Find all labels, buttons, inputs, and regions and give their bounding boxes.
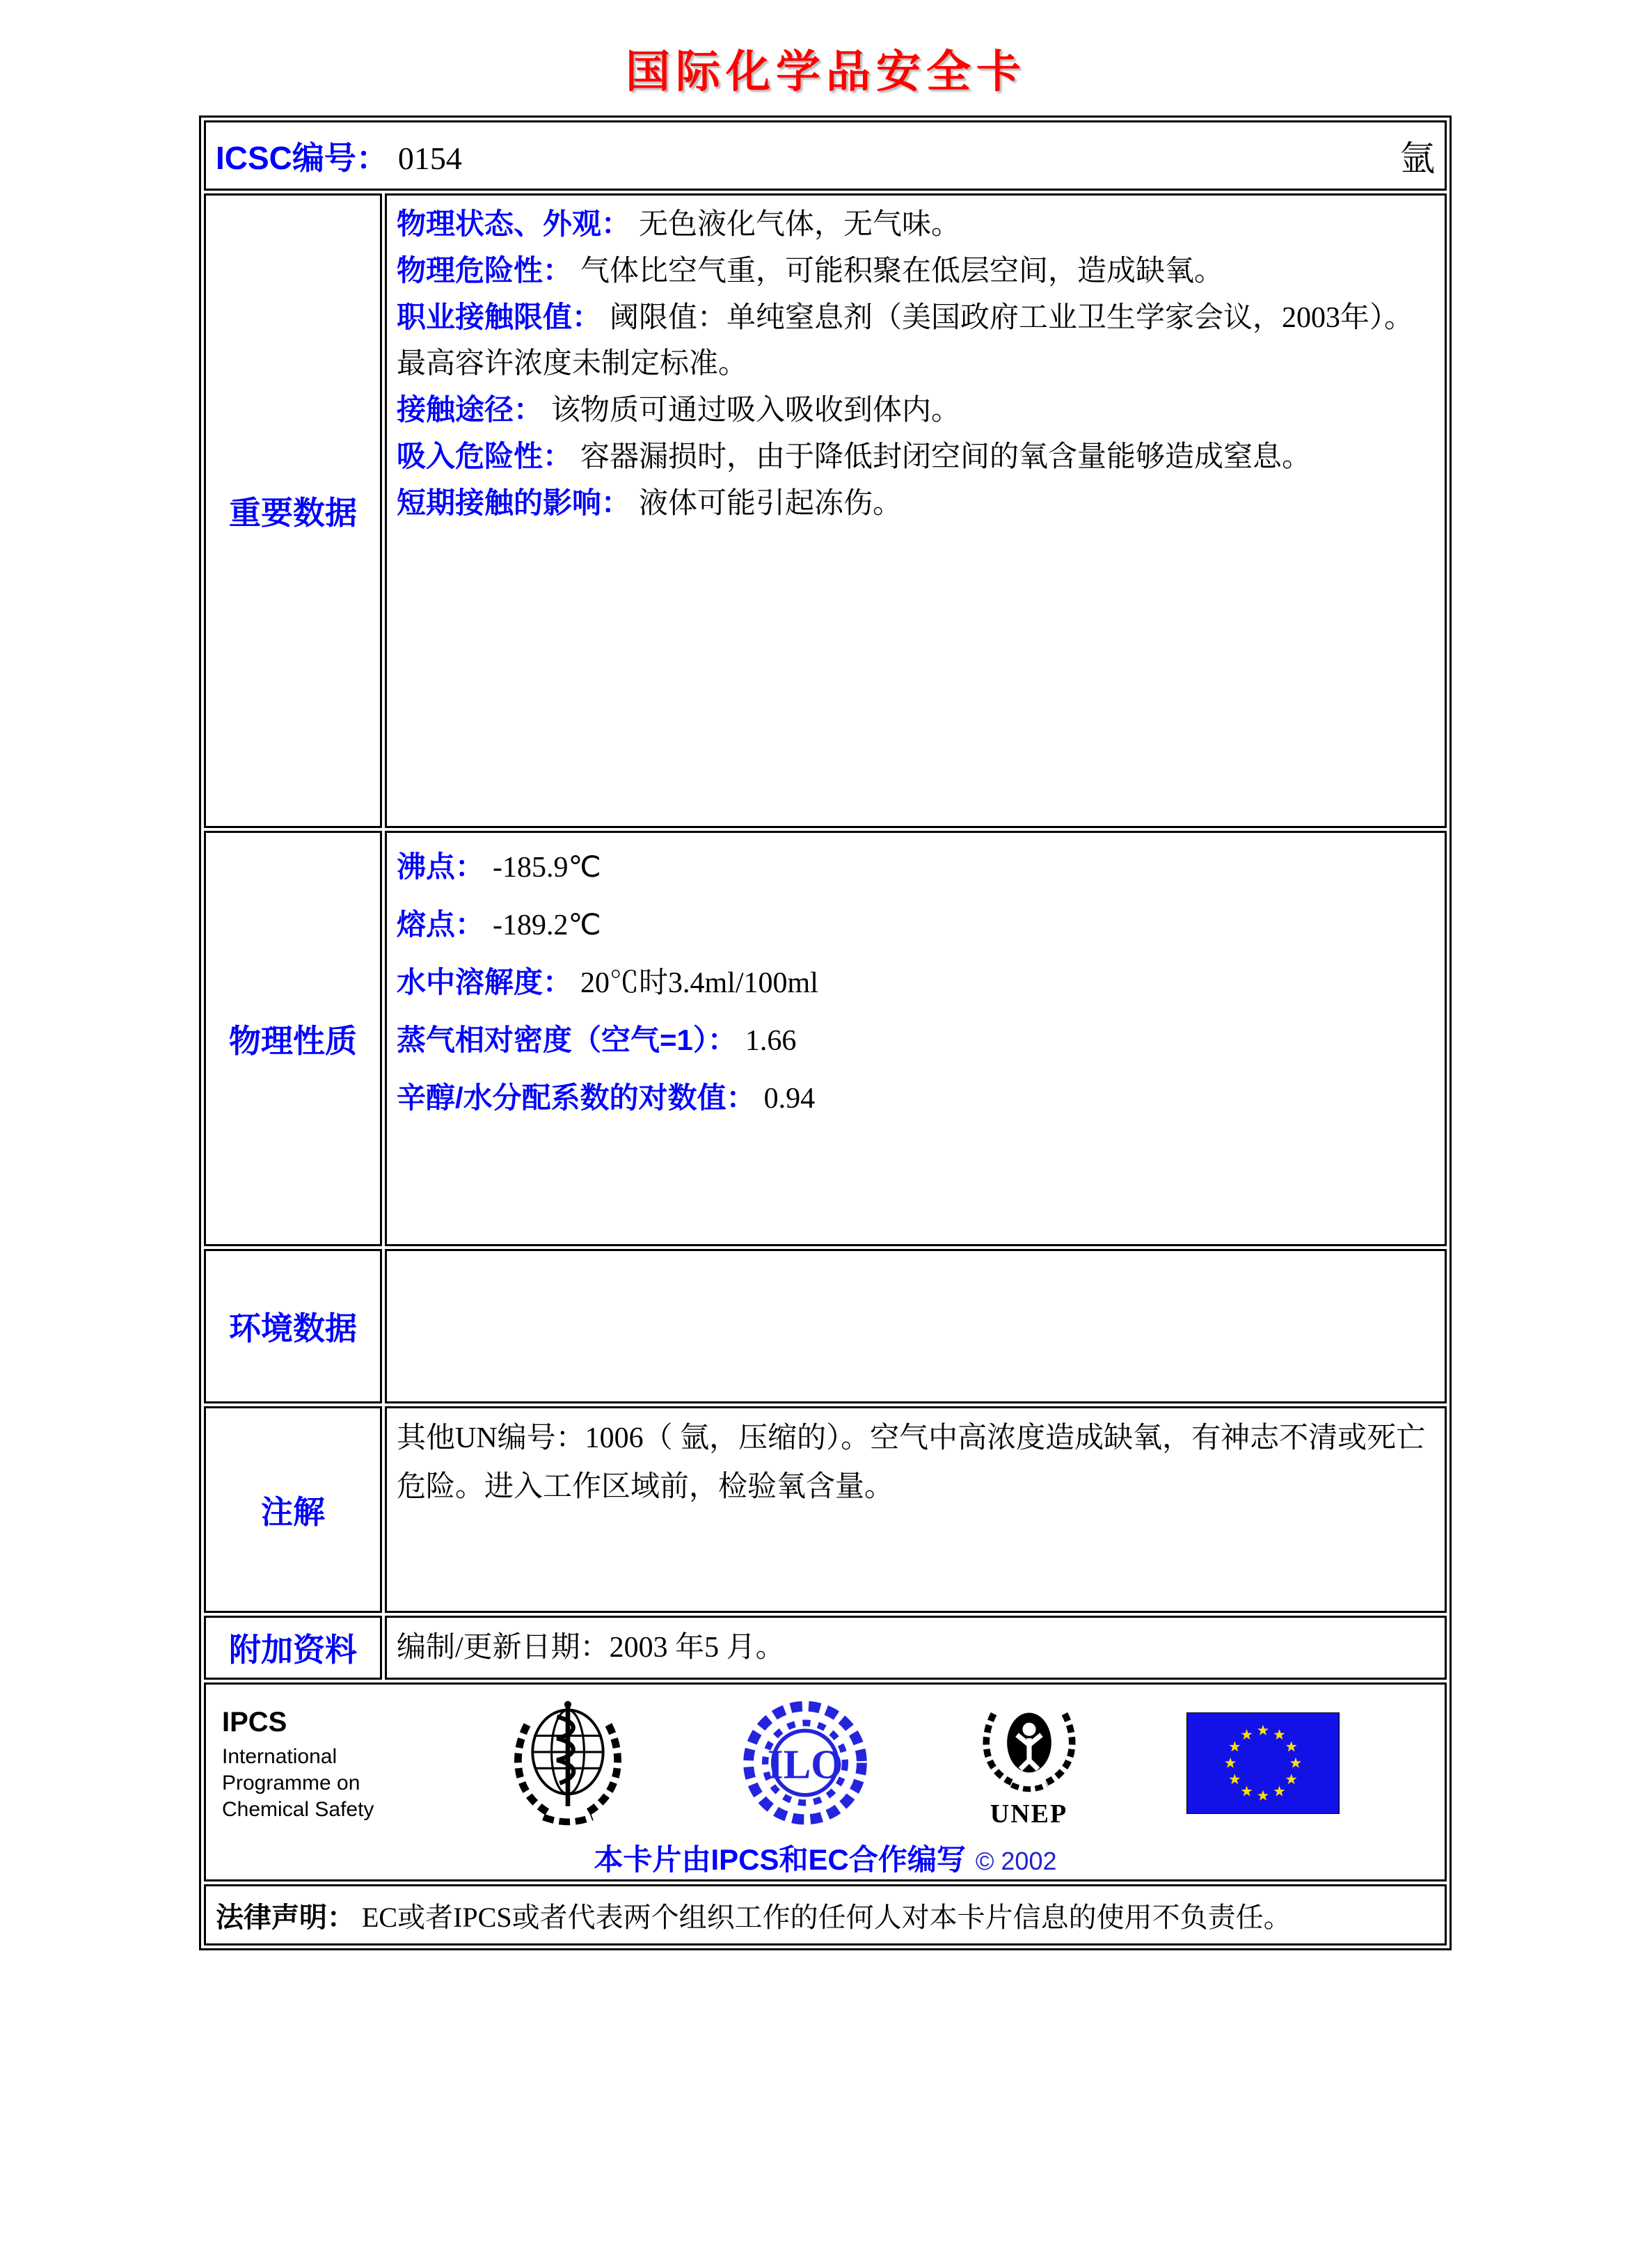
section-cell-notes xyxy=(204,1406,382,1613)
field-value: 容器漏损时，由于降低封闭空间的氧含量能够造成窒息。 xyxy=(580,441,1312,473)
section-label-notes: 注解 xyxy=(261,1493,325,1530)
field-label: 沸点： xyxy=(397,850,485,883)
cooperation-caption xyxy=(207,1837,1444,1879)
eu-flag-icon xyxy=(1186,1712,1340,1817)
section-label-additional-info: 附加资料 xyxy=(229,1632,357,1668)
section-content-environmental-data xyxy=(385,1249,1447,1403)
field-label: 短期接触的影响： xyxy=(397,486,631,519)
field-value: 20℃时3.4ml/100ml xyxy=(580,967,818,999)
field-value: 1.66 xyxy=(745,1025,797,1057)
safety-card-table xyxy=(199,116,1452,1950)
section-content-physical-properties xyxy=(385,831,1447,1246)
unep-logo-block xyxy=(974,1701,1085,1829)
section-line xyxy=(397,1623,1435,1672)
field-label: 物理危险性： xyxy=(397,254,573,287)
ilo-logo-text: ILO xyxy=(767,1741,843,1788)
section-content-additional-info xyxy=(385,1616,1447,1680)
field-value: 0.94 xyxy=(763,1083,816,1115)
field-value: 该物质可通过吸入吸收到体内。 xyxy=(551,395,961,427)
logos-row xyxy=(204,1682,1447,1881)
section-label-important-data: 重要数据 xyxy=(229,495,357,531)
section-line xyxy=(397,838,1435,896)
cooperation-caption-text: 本卡片由IPCS和EC合作编写 xyxy=(594,1843,966,1876)
legal-notice-label: 法律声明： xyxy=(216,1902,355,1933)
section-label-physical-properties: 物理性质 xyxy=(229,1022,357,1059)
field-label: 接触途径： xyxy=(397,393,543,426)
ipcs-acronym: IPCS xyxy=(222,1706,287,1737)
section-line xyxy=(397,433,1435,480)
ipcs-text-block xyxy=(222,1707,396,1823)
section-line xyxy=(397,954,1435,1012)
page-title: 国际化学品安全卡 xyxy=(626,47,1026,97)
field-value: 阈限值：单纯窒息剂（美国政府工业卫生学家会议，2003年）。最高容许浓度未制定标准。 xyxy=(397,302,1414,380)
copyright-text: © 2002 xyxy=(975,1847,1057,1875)
legal-notice-row xyxy=(204,1884,1447,1945)
field-value: 其他UN编号：1006（ 氩，压缩的）。空气中高浓度造成缺氧，有神志不清或死亡危险。进入工作区域前，检验氧含量。 xyxy=(397,1422,1426,1503)
section-line xyxy=(397,387,1435,433)
section-line xyxy=(397,248,1435,294)
field-value: -189.2℃ xyxy=(493,909,601,941)
ipcs-line-1: International xyxy=(222,1744,337,1768)
field-value: 无色液化气体，无气味。 xyxy=(639,209,961,241)
field-label: 水中溶解度： xyxy=(397,966,573,998)
section-line xyxy=(397,294,1435,387)
section-content-important-data xyxy=(385,193,1447,828)
section-line xyxy=(397,896,1435,954)
icsc-number-group xyxy=(216,133,462,179)
section-line xyxy=(397,1012,1435,1069)
ipcs-line-3: Chemical Safety xyxy=(222,1797,374,1821)
ipcs-line-2: Programme on xyxy=(222,1771,360,1795)
field-value: -185.9℃ xyxy=(493,852,601,884)
section-cell-environmental-data xyxy=(204,1249,382,1403)
section-cell-physical-properties xyxy=(204,831,382,1246)
section-line xyxy=(397,1414,1435,1511)
icsc-number-label: ICSC编号： xyxy=(216,139,388,176)
who-logo-icon xyxy=(498,1695,637,1834)
field-value: 编制/更新日期：2003 年5 月。 xyxy=(397,1632,785,1664)
section-label-environmental-data: 环境数据 xyxy=(229,1310,357,1346)
ilo-logo-icon xyxy=(739,1698,871,1831)
icsc-number-value: 0154 xyxy=(397,140,462,176)
section-content-notes xyxy=(385,1406,1447,1613)
field-value: 液体可能引起冻伤。 xyxy=(639,488,903,520)
chemical-name: 氩 xyxy=(1400,138,1435,178)
section-line xyxy=(397,201,1435,248)
legal-notice-text: EC或者IPCS或者代表两个组织工作的任何人对本卡片信息的使用不负责任。 xyxy=(362,1901,1292,1933)
section-line xyxy=(397,480,1435,527)
field-label: 辛醇/水分配系数的对数值： xyxy=(397,1081,756,1114)
field-label: 物理状态、外观： xyxy=(397,207,631,240)
section-cell-important-data xyxy=(204,193,382,828)
field-label: 职业接触限值： xyxy=(397,301,602,333)
unep-logo-text: UNEP xyxy=(990,1799,1068,1829)
field-value: 气体比空气重，可能积聚在低层空间，造成缺氧。 xyxy=(580,255,1224,287)
field-label: 吸入危险性： xyxy=(397,440,573,472)
field-label: 熔点： xyxy=(397,908,485,941)
card-header-row xyxy=(204,120,1447,191)
section-cell-additional-info xyxy=(204,1616,382,1680)
section-line xyxy=(397,1069,1435,1127)
field-label: 蒸气相对密度（空气=1）： xyxy=(397,1024,737,1056)
